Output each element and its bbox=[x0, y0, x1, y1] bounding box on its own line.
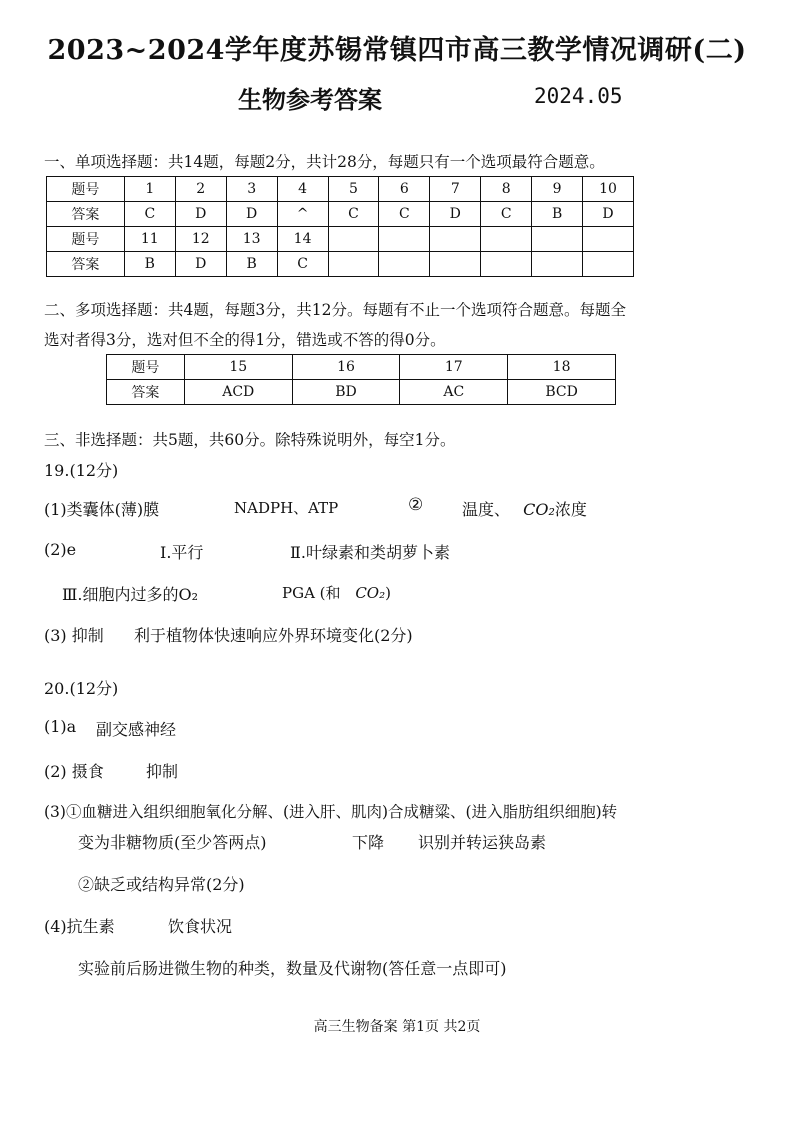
answer-cell: C bbox=[379, 202, 430, 227]
empty-cell bbox=[532, 252, 583, 277]
q19-part2-ii: Ⅱ.叶绿素和类胡萝卜素 bbox=[290, 543, 450, 562]
q19-part1-answer: NADPH、ATP bbox=[234, 499, 339, 517]
question-number: 1 bbox=[124, 177, 175, 202]
answer-cell: B bbox=[226, 252, 277, 277]
section1-heading: 一、单项选择题：共14题，每题2分，共计28分，每题只有一个选项最符合题意。 bbox=[44, 153, 605, 171]
q20-part1-label: (1)a bbox=[44, 717, 77, 736]
answer-cell: BD bbox=[292, 380, 400, 405]
document-date: 2024.05 bbox=[534, 84, 623, 108]
answer-cell: ^ bbox=[277, 202, 328, 227]
question-number: 5 bbox=[328, 177, 379, 202]
answer-cell: D bbox=[175, 252, 226, 277]
answer-cell: D bbox=[175, 202, 226, 227]
question-number: 12 bbox=[175, 227, 226, 252]
multi-choice-table bbox=[106, 354, 616, 405]
q19-part1-label: (1)类囊体(薄)膜 bbox=[44, 500, 160, 519]
single-choice-table bbox=[46, 176, 634, 277]
empty-cell bbox=[328, 227, 379, 252]
answer-cell: B bbox=[532, 202, 583, 227]
empty-cell bbox=[430, 252, 481, 277]
q20-part3-line2c: 识别并转运狭岛素 bbox=[418, 833, 547, 852]
row-label: 答案 bbox=[107, 380, 185, 405]
q20-part4-label: (4)抗生素 bbox=[44, 917, 115, 936]
answer-cell: ACD bbox=[184, 380, 292, 405]
empty-cell bbox=[583, 227, 634, 252]
empty-cell bbox=[328, 252, 379, 277]
answer-cell: B bbox=[124, 252, 175, 277]
question-number: 7 bbox=[430, 177, 481, 202]
pga-text: PGA (和 bbox=[282, 584, 341, 602]
q19-part1-factor-temp: 温度、 bbox=[462, 500, 511, 519]
question-number: 14 bbox=[277, 227, 328, 252]
q20-part1-answer: 副交感神经 bbox=[96, 720, 177, 739]
question-number: 10 bbox=[583, 177, 634, 202]
question-number: 15 bbox=[184, 355, 292, 380]
q20-part2-label: (2) 摄食 bbox=[44, 762, 104, 781]
question-number: 6 bbox=[379, 177, 430, 202]
table-row bbox=[47, 252, 634, 277]
question-number: 8 bbox=[481, 177, 532, 202]
question-number: 17 bbox=[400, 355, 508, 380]
co2-formula: CO₂ bbox=[355, 584, 386, 602]
row-label: 题号 bbox=[47, 177, 125, 202]
q19-part1-factor-conc: 浓度 bbox=[554, 500, 587, 519]
table-row bbox=[47, 177, 634, 202]
q20-part3-line3: ②缺乏或结构异常(2分) bbox=[78, 875, 245, 894]
section3-heading: 三、非选择题：共5题，共60分。除特殊说明外，每空1分。 bbox=[44, 431, 456, 449]
table-row bbox=[107, 380, 616, 405]
empty-cell bbox=[430, 227, 481, 252]
empty-cell bbox=[583, 252, 634, 277]
row-label: 题号 bbox=[107, 355, 185, 380]
q19-part2-iii: Ⅲ.细胞内过多的O₂ bbox=[62, 585, 199, 604]
question-number: 3 bbox=[226, 177, 277, 202]
q20-part4-answer: 饮食状况 bbox=[168, 917, 233, 936]
section2-heading-line1: 二、多项选择题：共4题，每题3分，共12分。每题有不止一个选项符合题意。每题全 bbox=[44, 301, 626, 319]
empty-cell bbox=[379, 252, 430, 277]
question-number: 4 bbox=[277, 177, 328, 202]
document-subtitle: 生物参考答案 bbox=[238, 85, 382, 114]
empty-cell bbox=[532, 227, 583, 252]
page-footer: 高三生物备案 第1页 共2页 bbox=[313, 1019, 481, 1035]
row-label: 答案 bbox=[47, 202, 125, 227]
q20-part2-answer: 抑制 bbox=[146, 762, 179, 781]
row-label: 题号 bbox=[47, 227, 125, 252]
empty-cell bbox=[481, 252, 532, 277]
q19-part2-i: Ⅰ.平行 bbox=[160, 543, 204, 562]
answer-cell: BCD bbox=[508, 380, 616, 405]
row-label: 答案 bbox=[47, 252, 125, 277]
question-number: 13 bbox=[226, 227, 277, 252]
q19-part2-pga bbox=[282, 582, 391, 603]
empty-cell bbox=[379, 227, 430, 252]
closing-paren: ) bbox=[385, 584, 391, 602]
answer-cell: C bbox=[328, 202, 379, 227]
table-row bbox=[107, 355, 616, 380]
section2-heading-line2: 选对者得3分，选对但不全的得1分，错选或不答的得0分。 bbox=[44, 331, 446, 349]
q19-part1-choice: ② bbox=[408, 495, 424, 515]
q20-part3-line2b: 下降 bbox=[352, 833, 385, 852]
q20-title: 20.(12分) bbox=[44, 679, 119, 698]
q20-part4-line2: 实验前后肠进微生物的种类，数量及代谢物(答任意一点即可) bbox=[78, 959, 507, 978]
empty-cell bbox=[481, 227, 532, 252]
question-number: 2 bbox=[175, 177, 226, 202]
q19-part3-answer: 利于植物体快速响应外界环境变化(2分) bbox=[134, 626, 413, 645]
question-number: 16 bbox=[292, 355, 400, 380]
q19-part3-label: (3) 抑制 bbox=[44, 626, 104, 645]
q19-title: 19.(12分) bbox=[44, 461, 119, 480]
q20-part3-line1: (3)①血糖进入组织细胞氧化分解、(进入肝、肌肉)合成糖粱、(进入脂肪组织细胞)转 bbox=[44, 803, 618, 821]
answer-cell: C bbox=[124, 202, 175, 227]
question-number: 18 bbox=[508, 355, 616, 380]
q19-part2-label: (2)e bbox=[44, 540, 77, 559]
question-number: 9 bbox=[532, 177, 583, 202]
question-number: 11 bbox=[124, 227, 175, 252]
table-row bbox=[47, 227, 634, 252]
answer-cell: D bbox=[583, 202, 634, 227]
answer-cell: AC bbox=[400, 380, 508, 405]
answer-cell: C bbox=[277, 252, 328, 277]
answer-cell: C bbox=[481, 202, 532, 227]
table-row bbox=[47, 202, 634, 227]
co2-formula: CO₂ bbox=[523, 500, 555, 519]
q19-part1-factor bbox=[462, 497, 587, 520]
q20-part3-line2a: 变为非糖物质(至少答两点) bbox=[78, 833, 267, 852]
document-title: 2023~2024学年度苏锡常镇四市高三教学情况调研(二) bbox=[47, 35, 747, 66]
answer-cell: D bbox=[430, 202, 481, 227]
answer-cell: D bbox=[226, 202, 277, 227]
